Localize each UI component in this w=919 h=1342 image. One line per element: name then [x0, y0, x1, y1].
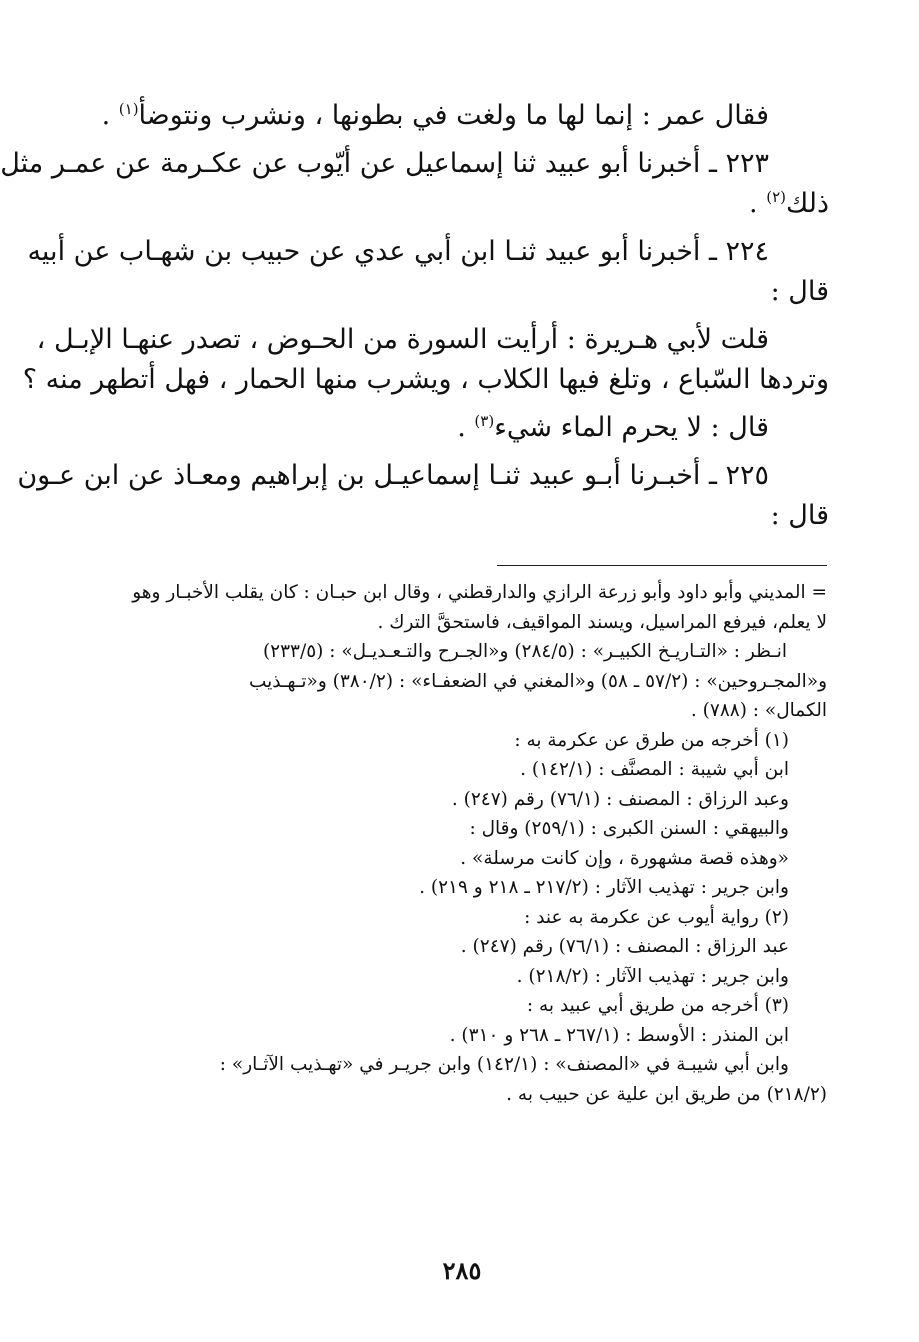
footnote-line: وعبد الرزاق : المصنف : (٧٦/١) رقم (٢٤٧) .	[451, 788, 789, 810]
footnote-marker: (١)	[118, 100, 139, 118]
footnote-line: لا يعلم، فيرفع المراسيل، ويسند المواقيف، فاستحقَّ الترك .	[377, 611, 827, 633]
footnotes	[95, 578, 827, 1109]
footnote-line: (١) أخرجه من طرق عن عكرمة به :	[514, 729, 789, 751]
line-end: .	[457, 412, 475, 443]
text-line: قال :	[770, 276, 829, 307]
text-line: ٢٢٥ ـ أخبـرنا أبـو عبيد ثنـا إسماعيـل بن إبراهيم ومعـاذ عن ابن عـون	[17, 460, 769, 491]
text-line: قلت لأبي هـريرة : أرأيت السورة من الحـوض ، تصدر عنهـا الإبـل ،	[36, 324, 769, 355]
footnote-line: ابن المنذر : الأوسط : (٢٦٧/١ ـ ٢٦٨ و ٣١٠) .	[449, 1024, 789, 1046]
line-text: قال : لا يحرم الماء شيء	[494, 412, 769, 443]
footnote-marker: (٣)	[474, 412, 495, 430]
main-text	[0, 96, 829, 536]
footnote-line: «وهذه قصة مشهورة ، وإن كانت مرسلة» .	[460, 847, 789, 869]
line-end: .	[749, 188, 767, 219]
footnote-marker: (٢)	[766, 188, 786, 206]
footnote-line: ابن أبي شيبة : المصنَّف : (١٤٢/١) .	[520, 759, 789, 780]
line-end: .	[101, 100, 119, 131]
footnote-line: (٣) أخرجه من طريق أبي عبيد به :	[526, 995, 789, 1016]
footnote-line: = المديني وأبو داود وأبو زرعة الرازي والدارقطني ، وقال ابن حبـان : كان يقلب الأخبـار وهو	[132, 582, 827, 603]
text-line	[97, 96, 829, 136]
text-line	[97, 184, 829, 224]
footnote-line: والبيهقي : السنن الكبرى : (٢٥٩/١) وقال :	[469, 818, 789, 839]
line-text: ذلك	[785, 188, 829, 219]
text-line: قال :	[770, 500, 829, 531]
footnote-line: و«المجـروحين» : (٥٧/٢ ـ ٥٨) و«المغني في الضعفـاء» : (٣٨٠/٢) و«تـهـذيب	[248, 670, 827, 692]
footnote-line: وابن أبي شيبـة في «المصنف» : (١٤٢/١) وابن جريـر في «تهـذيب الآثـار» :	[219, 1054, 789, 1075]
line-text: فقال عمر : إنما لها ما ولغت في بطونها ، ونشرب ونتوضأ	[138, 100, 769, 131]
page-number: ٢٨٥	[442, 1256, 482, 1285]
text-line: ٢٢٤ ـ أخبرنا أبو عبيد ثنـا ابن أبي عدي عن حبيب بن شهـاب عن أبيه	[27, 236, 769, 267]
footnote-divider	[497, 565, 827, 566]
footnote-line: الكمال» : (٧٨٨) .	[690, 700, 827, 721]
text-line: ٢٢٣ ـ أخبرنا أبو عبيد ثنا إسماعيل عن أيّوب عن عكـرمة عن عمـر مثل	[0, 148, 769, 179]
footnote-line: انـظر : «التـاريـخ الكبيـر» : (٢٨٤/٥) و«الجـرح والتـعـديـل» : (٢٣٣/٥)	[262, 641, 787, 662]
text-line: وتردها السّباع ، وتلغ فيها الكلاب ، ويشرب منها الحمار ، فهل أتطهر منه ؟	[22, 364, 829, 395]
footnote-line: (٢١٨/٢) من طريق ابن علية عن حبيب به .	[506, 1083, 827, 1105]
footnote-line: (٢) رواية أيوب عن عكرمة به عند :	[524, 906, 789, 928]
footnote-line: عبد الرزاق : المصنف : (٧٦/١) رقم (٢٤٧) .	[460, 936, 789, 957]
footnote-line: وابن جرير : تهذيب الآثار : (٢١٧/٢ ـ ٢١٨ و ٢١٩) .	[419, 877, 789, 898]
text-line	[97, 408, 829, 448]
footnote-line: وابن جرير : تهذيب الآثار : (٢١٨/٢) .	[516, 965, 789, 987]
